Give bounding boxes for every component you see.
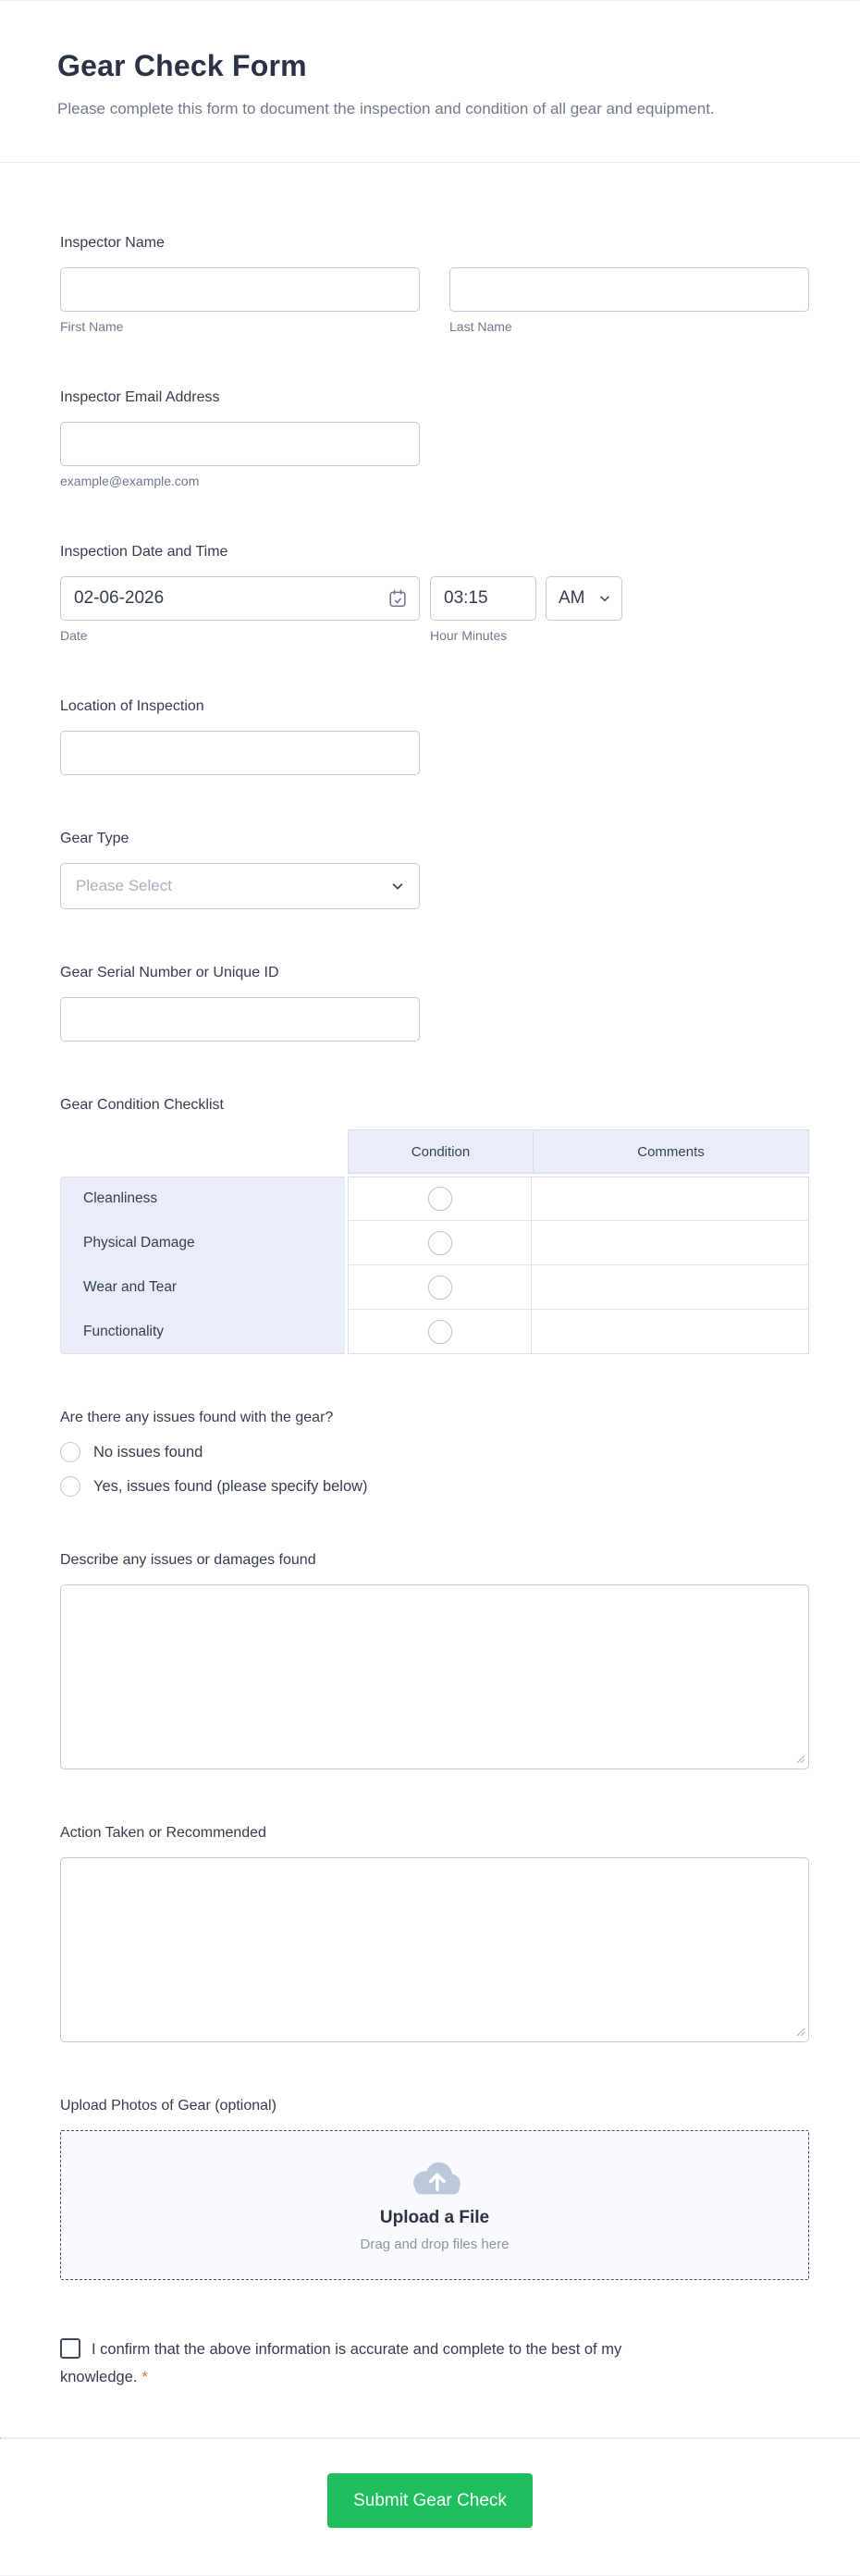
confirm-label: I confirm that the above information is accurate and complete to the best of my knowledge. — [60, 2341, 622, 2385]
serial-label: Gear Serial Number or Unique ID — [60, 965, 279, 980]
gear-condition-matrix — [60, 1129, 809, 1354]
matrix-comment-cell[interactable] — [532, 1177, 809, 1221]
matrix-condition-cell[interactable] — [348, 1310, 532, 1354]
date-input-wrap — [60, 576, 420, 621]
date-input[interactable] — [60, 576, 420, 621]
matrix-condition-cell[interactable] — [348, 1265, 532, 1310]
matrix-row-label: Functionality — [60, 1310, 345, 1354]
describe-issues-label: Describe any issues or damages found — [60, 1552, 316, 1568]
matrix-comment-cell[interactable] — [532, 1310, 809, 1354]
matrix-header-row — [60, 1129, 809, 1174]
chevron-down-icon — [389, 878, 406, 894]
form-footer — [0, 2439, 860, 2575]
ampm-select[interactable] — [546, 576, 622, 621]
form-header — [0, 1, 860, 163]
time-sublabel: Hour Minutes — [430, 628, 508, 643]
location-field — [60, 698, 809, 775]
serial-input[interactable] — [60, 997, 420, 1041]
upload-button-label: Upload a File — [379, 2208, 490, 2227]
gear-type-label: Gear Type — [60, 831, 129, 846]
upload-hint: Drag and drop files here — [360, 2237, 510, 2252]
describe-issues-field — [60, 1552, 809, 1769]
describe-textarea-wrap — [60, 1584, 809, 1769]
required-asterisk: * — [141, 2369, 148, 2385]
radio-option-label: No issues found — [93, 1443, 203, 1461]
date-sublabel: Date — [60, 628, 88, 643]
inspector-email-field — [60, 389, 809, 488]
last-name-sublabel: Last Name — [449, 319, 512, 334]
matrix-row-label: Physical Damage — [60, 1221, 345, 1265]
datetime-row — [60, 576, 809, 621]
confirm-field — [60, 2336, 707, 2391]
resize-handle-icon[interactable] — [795, 2027, 805, 2037]
matrix-row-label: Wear and Tear — [60, 1265, 345, 1310]
resize-handle-icon[interactable] — [795, 1754, 805, 1764]
issues-option-yes[interactable] — [60, 1476, 809, 1497]
inspector-name-field — [60, 235, 809, 334]
inspector-email-label: Inspector Email Address — [60, 389, 220, 405]
chevron-down-icon — [597, 591, 612, 606]
time-input[interactable] — [430, 576, 536, 621]
gear-type-field — [60, 831, 809, 909]
confirm-checkbox[interactable] — [60, 2338, 80, 2359]
location-label: Location of Inspection — [60, 698, 204, 714]
datetime-sublabels — [60, 621, 809, 643]
issues-option-no[interactable] — [60, 1442, 809, 1462]
action-taken-label: Action Taken or Recommended — [60, 1825, 266, 1841]
email-input[interactable] — [60, 422, 420, 466]
radio-button[interactable] — [60, 1442, 80, 1462]
upload-field — [60, 2098, 809, 2280]
matrix-row-functionality — [60, 1310, 809, 1354]
matrix-col-header-comments: Comments — [534, 1129, 809, 1174]
checklist-field — [60, 1097, 809, 1354]
gear-type-select[interactable] — [60, 863, 420, 909]
serial-field — [60, 965, 809, 1041]
submit-button[interactable]: Submit Gear Check — [327, 2473, 533, 2528]
describe-issues-textarea[interactable] — [60, 1584, 809, 1769]
matrix-row-label: Cleanliness — [60, 1177, 345, 1221]
issues-label: Are there any issues found with the gear? — [60, 1410, 334, 1425]
matrix-comment-cell[interactable] — [532, 1265, 809, 1310]
matrix-row-cleanliness — [60, 1177, 809, 1221]
location-input[interactable] — [60, 731, 420, 775]
radio-button[interactable] — [428, 1231, 452, 1255]
first-name-col — [60, 267, 420, 334]
email-sublabel: example@example.com — [60, 474, 200, 488]
upload-label: Upload Photos of Gear (optional) — [60, 2098, 276, 2114]
radio-button[interactable] — [428, 1276, 452, 1300]
issues-field — [60, 1410, 809, 1497]
calendar-icon[interactable] — [387, 588, 408, 609]
cloud-upload-icon — [406, 2158, 463, 2199]
page-title: Gear Check Form — [57, 49, 307, 82]
checklist-label: Gear Condition Checklist — [60, 1097, 224, 1113]
ampm-value: AM — [559, 588, 585, 608]
action-taken-field — [60, 1825, 809, 2042]
matrix-condition-cell[interactable] — [348, 1221, 532, 1265]
inspector-name-label: Inspector Name — [60, 235, 165, 251]
gear-type-placeholder: Please Select — [76, 877, 172, 894]
matrix-corner-cell — [60, 1129, 348, 1174]
matrix-condition-cell[interactable] — [348, 1177, 532, 1221]
form-subtitle: Please complete this form to document the inspection and condition of all gear and equipment. — [57, 100, 715, 117]
matrix-col-header-condition: Condition — [348, 1129, 534, 1174]
matrix-row-physical-damage — [60, 1221, 809, 1265]
inspection-datetime-field — [60, 544, 809, 643]
matrix-body — [60, 1177, 809, 1354]
matrix-row-wear-and-tear — [60, 1265, 809, 1310]
radio-button[interactable] — [428, 1187, 452, 1211]
form-body — [0, 163, 860, 2391]
datetime-label: Inspection Date and Time — [60, 544, 228, 560]
first-name-sublabel: First Name — [60, 319, 124, 334]
radio-option-label: Yes, issues found (please specify below) — [93, 1477, 368, 1495]
action-textarea-wrap — [60, 1857, 809, 2042]
radio-button[interactable] — [428, 1320, 452, 1344]
matrix-comment-cell[interactable] — [532, 1221, 809, 1265]
action-taken-textarea[interactable] — [60, 1857, 809, 2042]
first-name-input[interactable] — [60, 267, 420, 312]
name-row — [60, 267, 809, 334]
file-dropzone[interactable] — [60, 2130, 809, 2280]
last-name-col — [449, 267, 809, 334]
radio-button[interactable] — [60, 1476, 80, 1497]
last-name-input[interactable] — [449, 267, 809, 312]
